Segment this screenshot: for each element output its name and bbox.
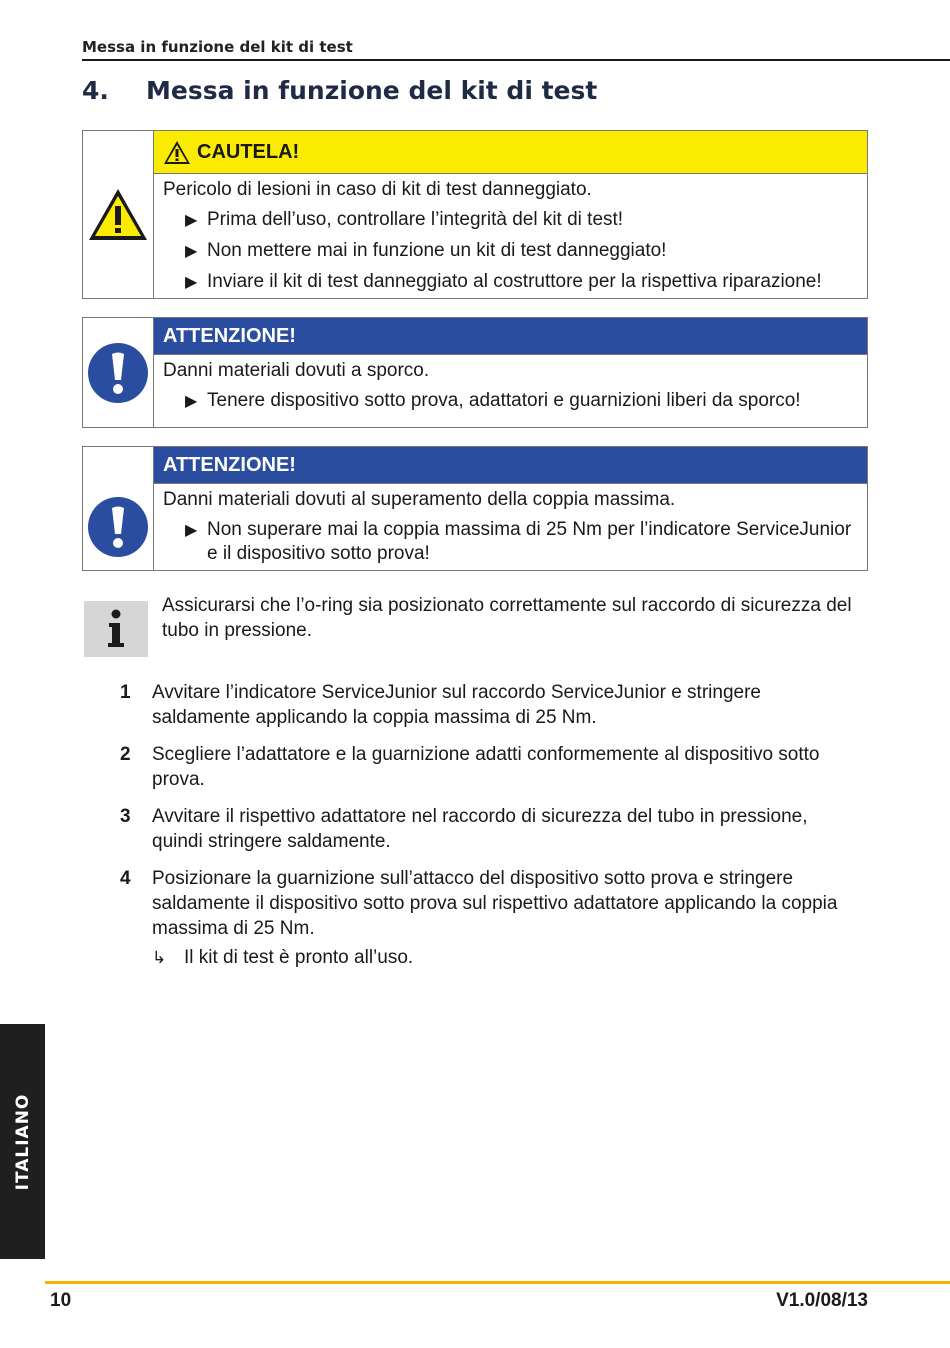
attention-bullet: Tenere dispositivo sotto prova, adattatori e guarnizioni liberi da sporco! [207, 390, 801, 411]
footer-divider [45, 1281, 950, 1284]
exclamation-circle-icon [87, 342, 149, 404]
attention-icon-column [83, 318, 154, 427]
list-item [163, 515, 857, 570]
list-item [110, 742, 860, 792]
step-text: Scegliere l’adattatore e la guarnizione adatti conformemente al dispositivo sotto prova. [152, 744, 820, 790]
attention-statement: Danni materiali dovuti a sporco. [163, 360, 430, 381]
page-number: 10 [50, 1290, 72, 1311]
step-number: 3 [120, 806, 131, 827]
list-item [110, 804, 860, 854]
running-header: Messa in funzione del kit di test [82, 38, 353, 56]
result-text: Il kit di test è pronto all’uso. [184, 947, 414, 968]
step-number: 2 [120, 744, 131, 765]
bullet-icon: ▶ [185, 393, 198, 410]
list-item [163, 236, 857, 267]
step-number: 1 [120, 682, 131, 703]
step-text: Avvitare il rispettivo adattatore nel raccordo di sicurezza del tubo in pressione, quindi stringere saldamente. [152, 806, 808, 852]
attention-statement: Danni materiali dovuti al superamento della coppia massima. [163, 489, 676, 510]
small-warning-icon [163, 140, 191, 165]
step-text: Posizionare la guarnizione sull’attacco del dispositivo sotto prova e stringere saldamente il dispositivo sotto prova sul rispettivo adattatore applicando la coppia massima di 25 Nm. [152, 868, 838, 939]
attention-notice [82, 317, 868, 428]
caution-banner [154, 131, 867, 174]
info-icon [104, 609, 128, 649]
list-item [110, 866, 860, 941]
bullet-icon: ▶ [185, 274, 198, 291]
attention-icon-column [83, 447, 154, 570]
header-divider [82, 59, 950, 61]
procedure-steps [110, 680, 860, 970]
caution-icon-column [83, 131, 154, 298]
caution-notice [82, 130, 868, 299]
list-item [110, 680, 860, 730]
result-line [152, 945, 860, 970]
document-version: V1.0/08/13 [776, 1290, 868, 1311]
language-tab [0, 1024, 45, 1259]
bullet-icon: ▶ [185, 522, 198, 539]
list-item [163, 267, 857, 298]
list-item [163, 386, 857, 417]
section-number: 4. [82, 76, 109, 105]
bullet-icon: ▶ [185, 243, 198, 260]
language-label: ITALIANO [12, 1093, 33, 1190]
warning-triangle-icon [87, 187, 149, 243]
list-item [163, 205, 857, 236]
section-title: Messa in funzione del kit di test [146, 76, 598, 105]
caution-bullet: Inviare il kit di test danneggiato al costruttore per la rispettiva riparazione! [207, 271, 822, 292]
caution-bullet: Prima dell’uso, controllare l’integrità del kit di test! [207, 209, 624, 230]
info-note-text: Assicurarsi che l’o-ring sia posizionato correttamente sul raccordo di sicurezza del tubo in pressione. [162, 595, 852, 641]
section-heading [82, 76, 597, 105]
caution-bullet: Non mettere mai in funzione un kit di test danneggiato! [207, 240, 667, 261]
bullet-icon: ▶ [185, 212, 198, 229]
result-arrow-icon: ↳ [152, 948, 167, 967]
attention-bullet: Non superare mai la coppia massima di 25 Nm per l’indicatore ServiceJunior e il dispositivo sotto prova! [207, 519, 852, 564]
caution-banner-label: CAUTELA! [197, 140, 300, 163]
attention-banner: ATTENZIONE! [154, 447, 867, 484]
exclamation-circle-icon [87, 496, 149, 558]
caution-statement: Pericolo di lesioni in caso di kit di test danneggiato. [163, 179, 592, 200]
info-icon-box [84, 601, 148, 657]
attention-notice [82, 446, 868, 571]
step-number: 4 [120, 868, 131, 889]
step-text: Avvitare l’indicatore ServiceJunior sul raccordo ServiceJunior e stringere saldamente applicando la coppia massima di 25 Nm. [152, 682, 761, 728]
attention-banner: ATTENZIONE! [154, 318, 867, 355]
